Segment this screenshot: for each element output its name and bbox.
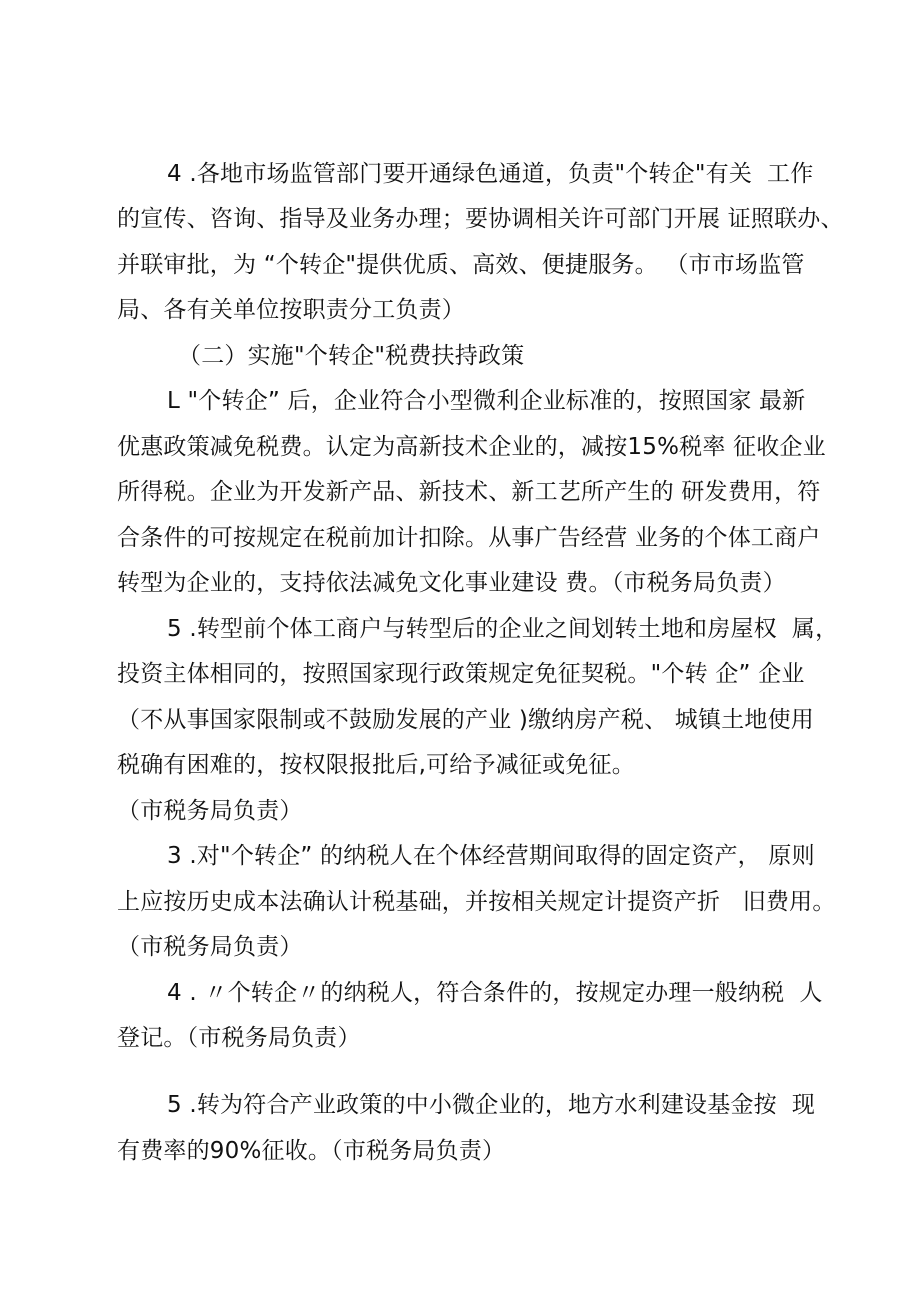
text-line: （市税务局负责） xyxy=(117,934,303,960)
text-line: 并联审批，为 “个转企"提供优质、高效、便捷服务。 （市市场监管 xyxy=(117,252,805,278)
text-line: 优惠政策减免税费。认定为高新技术企业的，减按15%税率 征收企业 xyxy=(117,434,826,460)
text-line: 3 .对"个转企” 的纳税人在个体经营期间取得的固定资产， 原则 xyxy=(167,843,815,869)
text-line: 转型为企业的，支持依法减免文化事业建设 费。（市税务局负责） xyxy=(117,570,786,596)
text-line: 4 . 〃个转企〃的纳税人，符合条件的，按规定办理一般纳税 人 xyxy=(167,980,823,1006)
text-line: 所得税。企业为开发新产品、新技术、新工艺所产生的 研发费用，符 xyxy=(117,479,821,505)
text-line: 4 .各地市场监管部门要开通绿色通道，负责"个转企"有关 工作 xyxy=(167,161,814,187)
text-line: 登记。（市税务局负责） xyxy=(117,1025,361,1051)
text-line: 5 .转型前个体工商户与转型后的企业之间划转土地和房屋权 属， xyxy=(167,616,839,642)
text-line: （市税务局负责） xyxy=(117,798,303,824)
text-line: （不从事国家限制或不鼓励发展的产业 )缴纳房产税、 城镇土地使用 xyxy=(117,707,814,733)
text-line: 上应按历史成本法确认计税基础，并按相关规定计提资产折 旧费用。 xyxy=(117,889,836,915)
text-line: 的宣传、咨询、指导及业务办理；要协调相关许可部门开展 证照联办、 xyxy=(117,206,844,232)
text-line: 局、各有关单位按职责分工负责） xyxy=(117,297,465,323)
text-line: 5 .转为符合产业政策的中小微企业的，地方水利建设基金按 现 xyxy=(167,1092,816,1118)
text-line: 投资主体相同的，按照国家现行政策规定免征契税。"个转 企” 企业 xyxy=(117,661,805,687)
text-line: 税确有困难的，按权限报批后,可给予减征或免征。 xyxy=(117,752,635,778)
text-line: 合条件的可按规定在税前加计扣除。从事广告经营 业务的个体工商户 xyxy=(117,525,821,551)
text-line: L "个转企” 后，企业符合小型微利企业标准的，按照国家 最新 xyxy=(167,388,806,414)
text-line: 有费率的90%征收。（市税务局负责） xyxy=(117,1138,506,1164)
section-heading: （二）实施"个转企"税费扶持政策 xyxy=(178,343,525,369)
